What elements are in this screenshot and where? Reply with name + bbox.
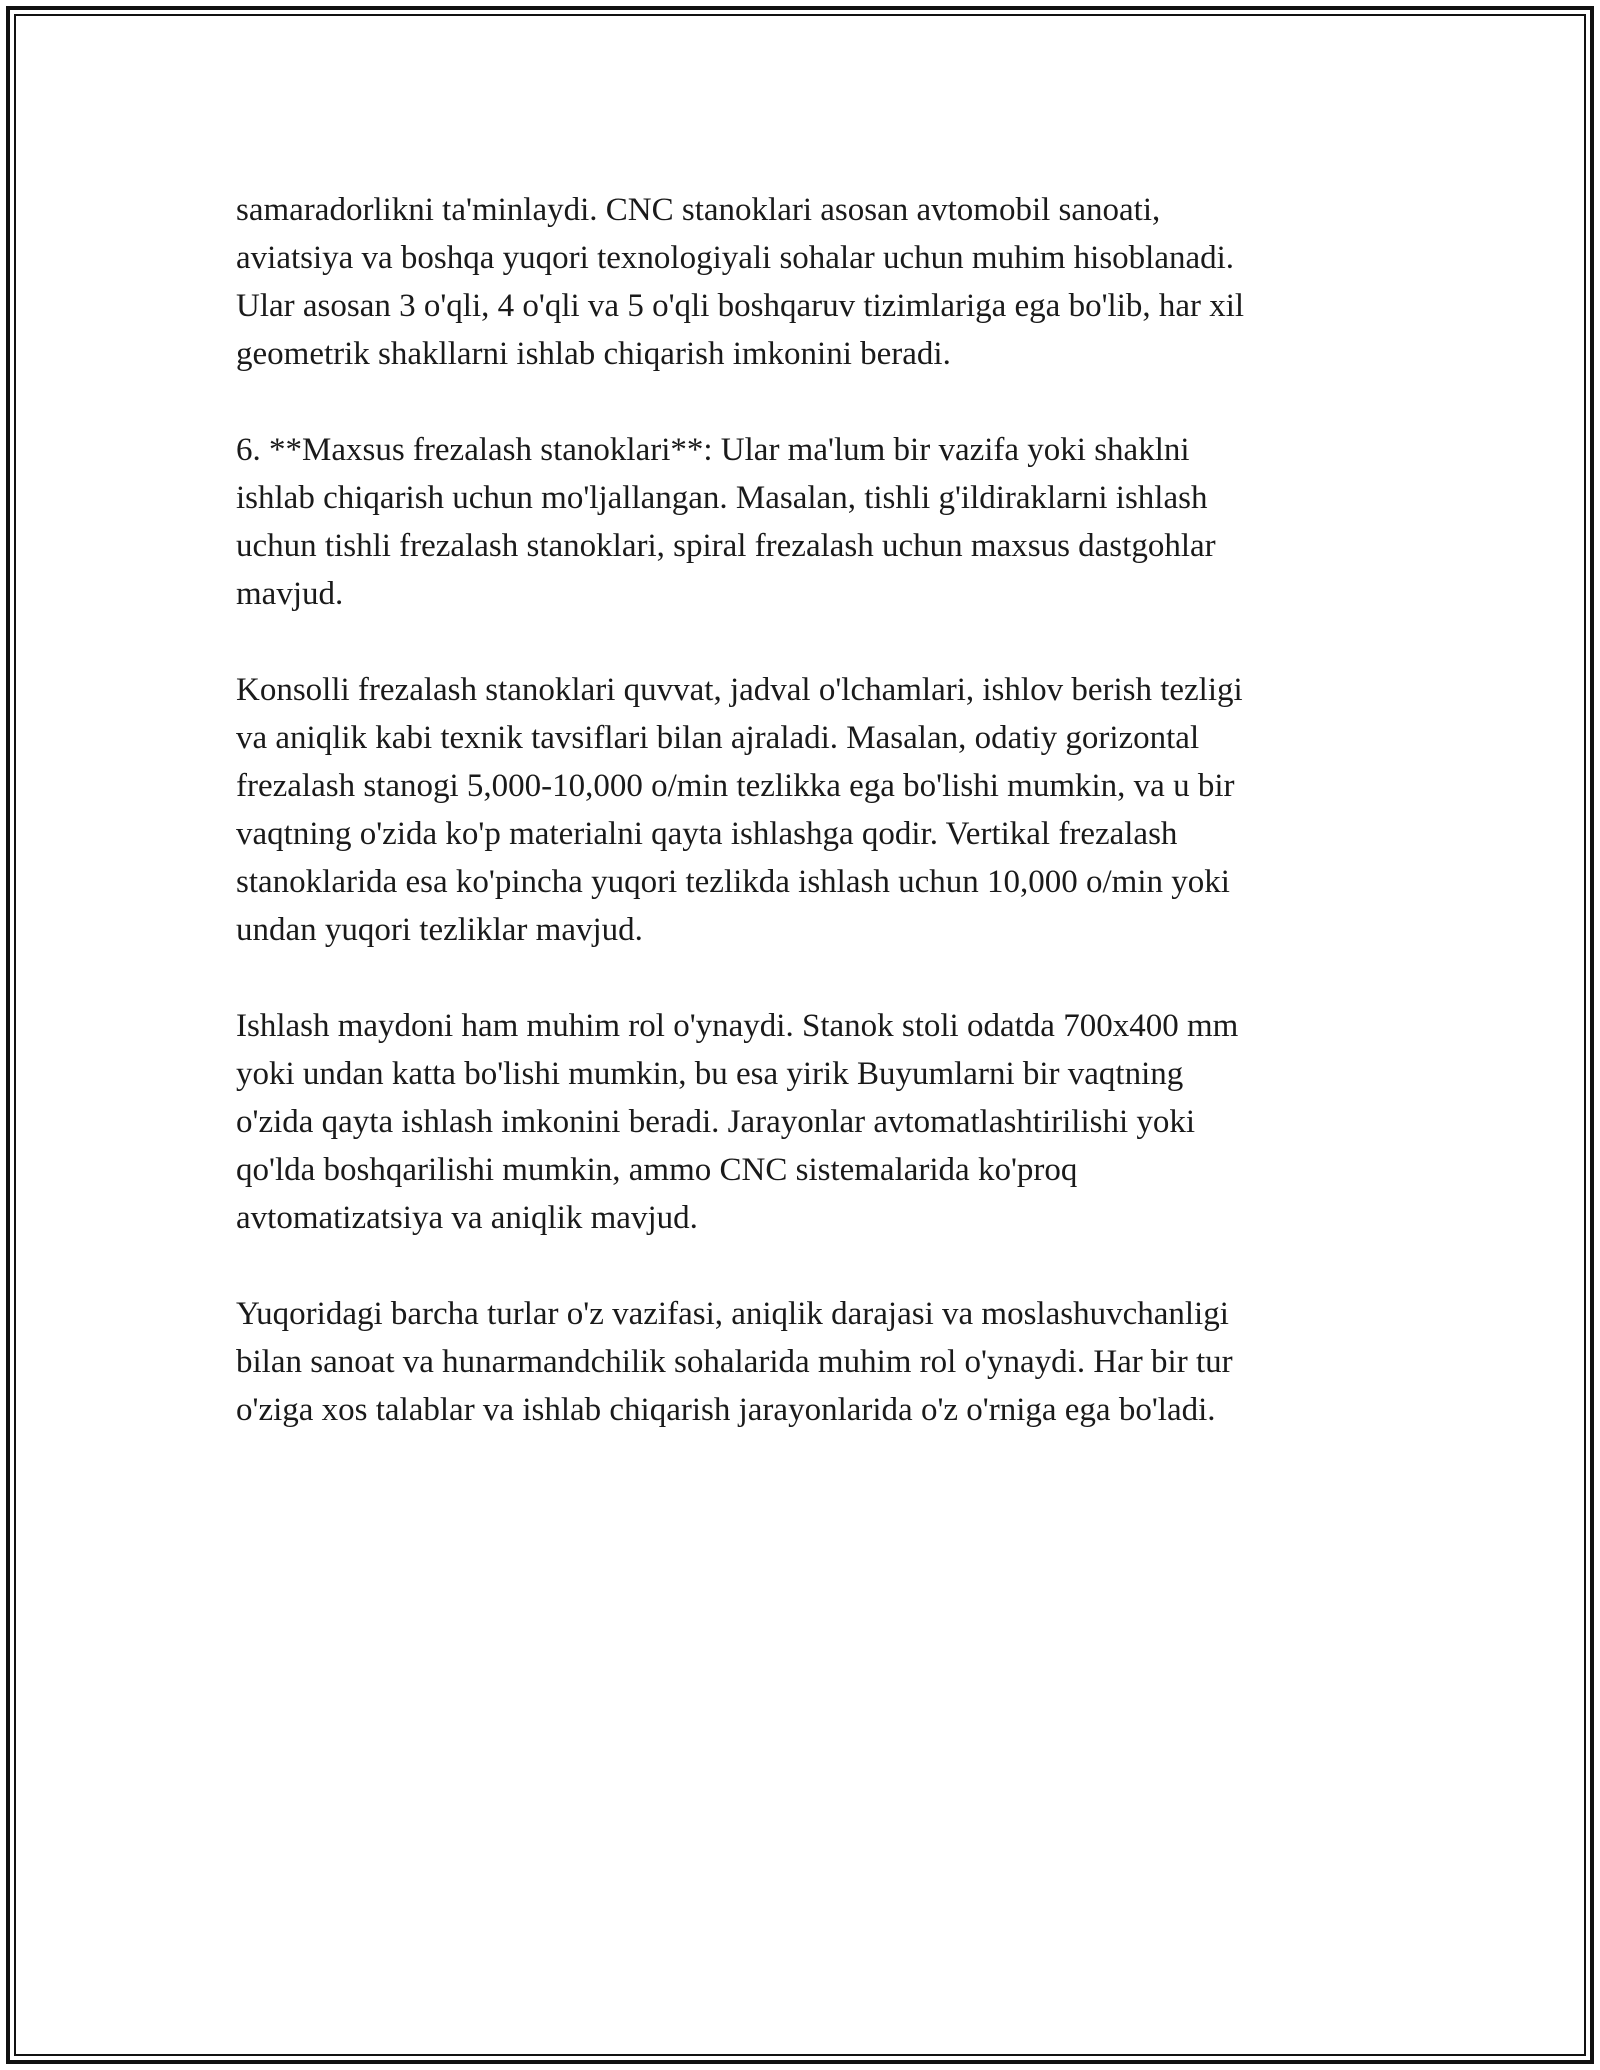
paragraph-cnc-summary: samaradorlikni ta'minlaydi. CNC stanoklari asosan avtomobil sanoati, aviatsiya va boshqa yuqori texnologiyali sohalar uchun muhim hisoblanadi. Ular asosan 3 o'qli, 4 o'qli va 5 o'qli boshqaruv tizimlariga ega bo'lib, har xil geometrik shakllarni ishlab chiqarish imkonini beradi. — [236, 192, 1245, 372]
document-body — [236, 186, 1366, 1482]
paragraph-console-specs: Konsolli frezalash stanoklari quvvat, jadval o'lchamlari, ishlov berish tezligi va aniqlik kabi texnik tavsiflari bilan ajraladi. Masalan, odatiy gorizontal frezalash stanogi 5,000-10,000 o/min tezlikka ega bo'lishi mumkin, va u bir vaqtning o'zida ko'p materialni qayta ishlashga qodir. Vertikal frezalash stanoklarida esa ko'pincha yuqori tezlikda ishlash uchun 10,000 o/min yoki undan yuqori tezliklar mavjud. — [236, 672, 1243, 948]
paragraph-conclusion: Yuqoridagi barcha turlar o'z vazifasi, aniqlik darajasi va moslashuvchanligi bilan sanoat va hunarmandchilik sohalarida muhim rol o'ynaydi. Har bir tur o'ziga xos talablar va ishlab chiqarish jarayonlarida o'z o'rniga ega bo'ladi. — [236, 1296, 1233, 1428]
paragraph-special-milling: 6. **Maxsus frezalash stanoklari**: Ular ma'lum bir vazifa yoki shaklni ishlab chiqarish uchun mo'ljallangan. Masalan, tishli g'ildiraklarni ishlash uchun tishli frezalash stanoklari, spiral frezalash uchun maxsus dastgohlar mavjud. — [236, 432, 1216, 612]
paragraph-work-area: Ishlash maydoni ham muhim rol o'ynaydi. Stanok stoli odatda 700x400 mm yoki undan katta bo'lishi mumkin, bu esa yirik Buyumlarni bir vaqtning o'zida qayta ishlash imkonini beradi. Jarayonlar avtomatlashtirilishi yoki qo'lda boshqarilishi mumkin, ammo CNC sistemalarida ko'proq avtomatizatsiya va aniqlik mavjud. — [236, 1008, 1239, 1236]
